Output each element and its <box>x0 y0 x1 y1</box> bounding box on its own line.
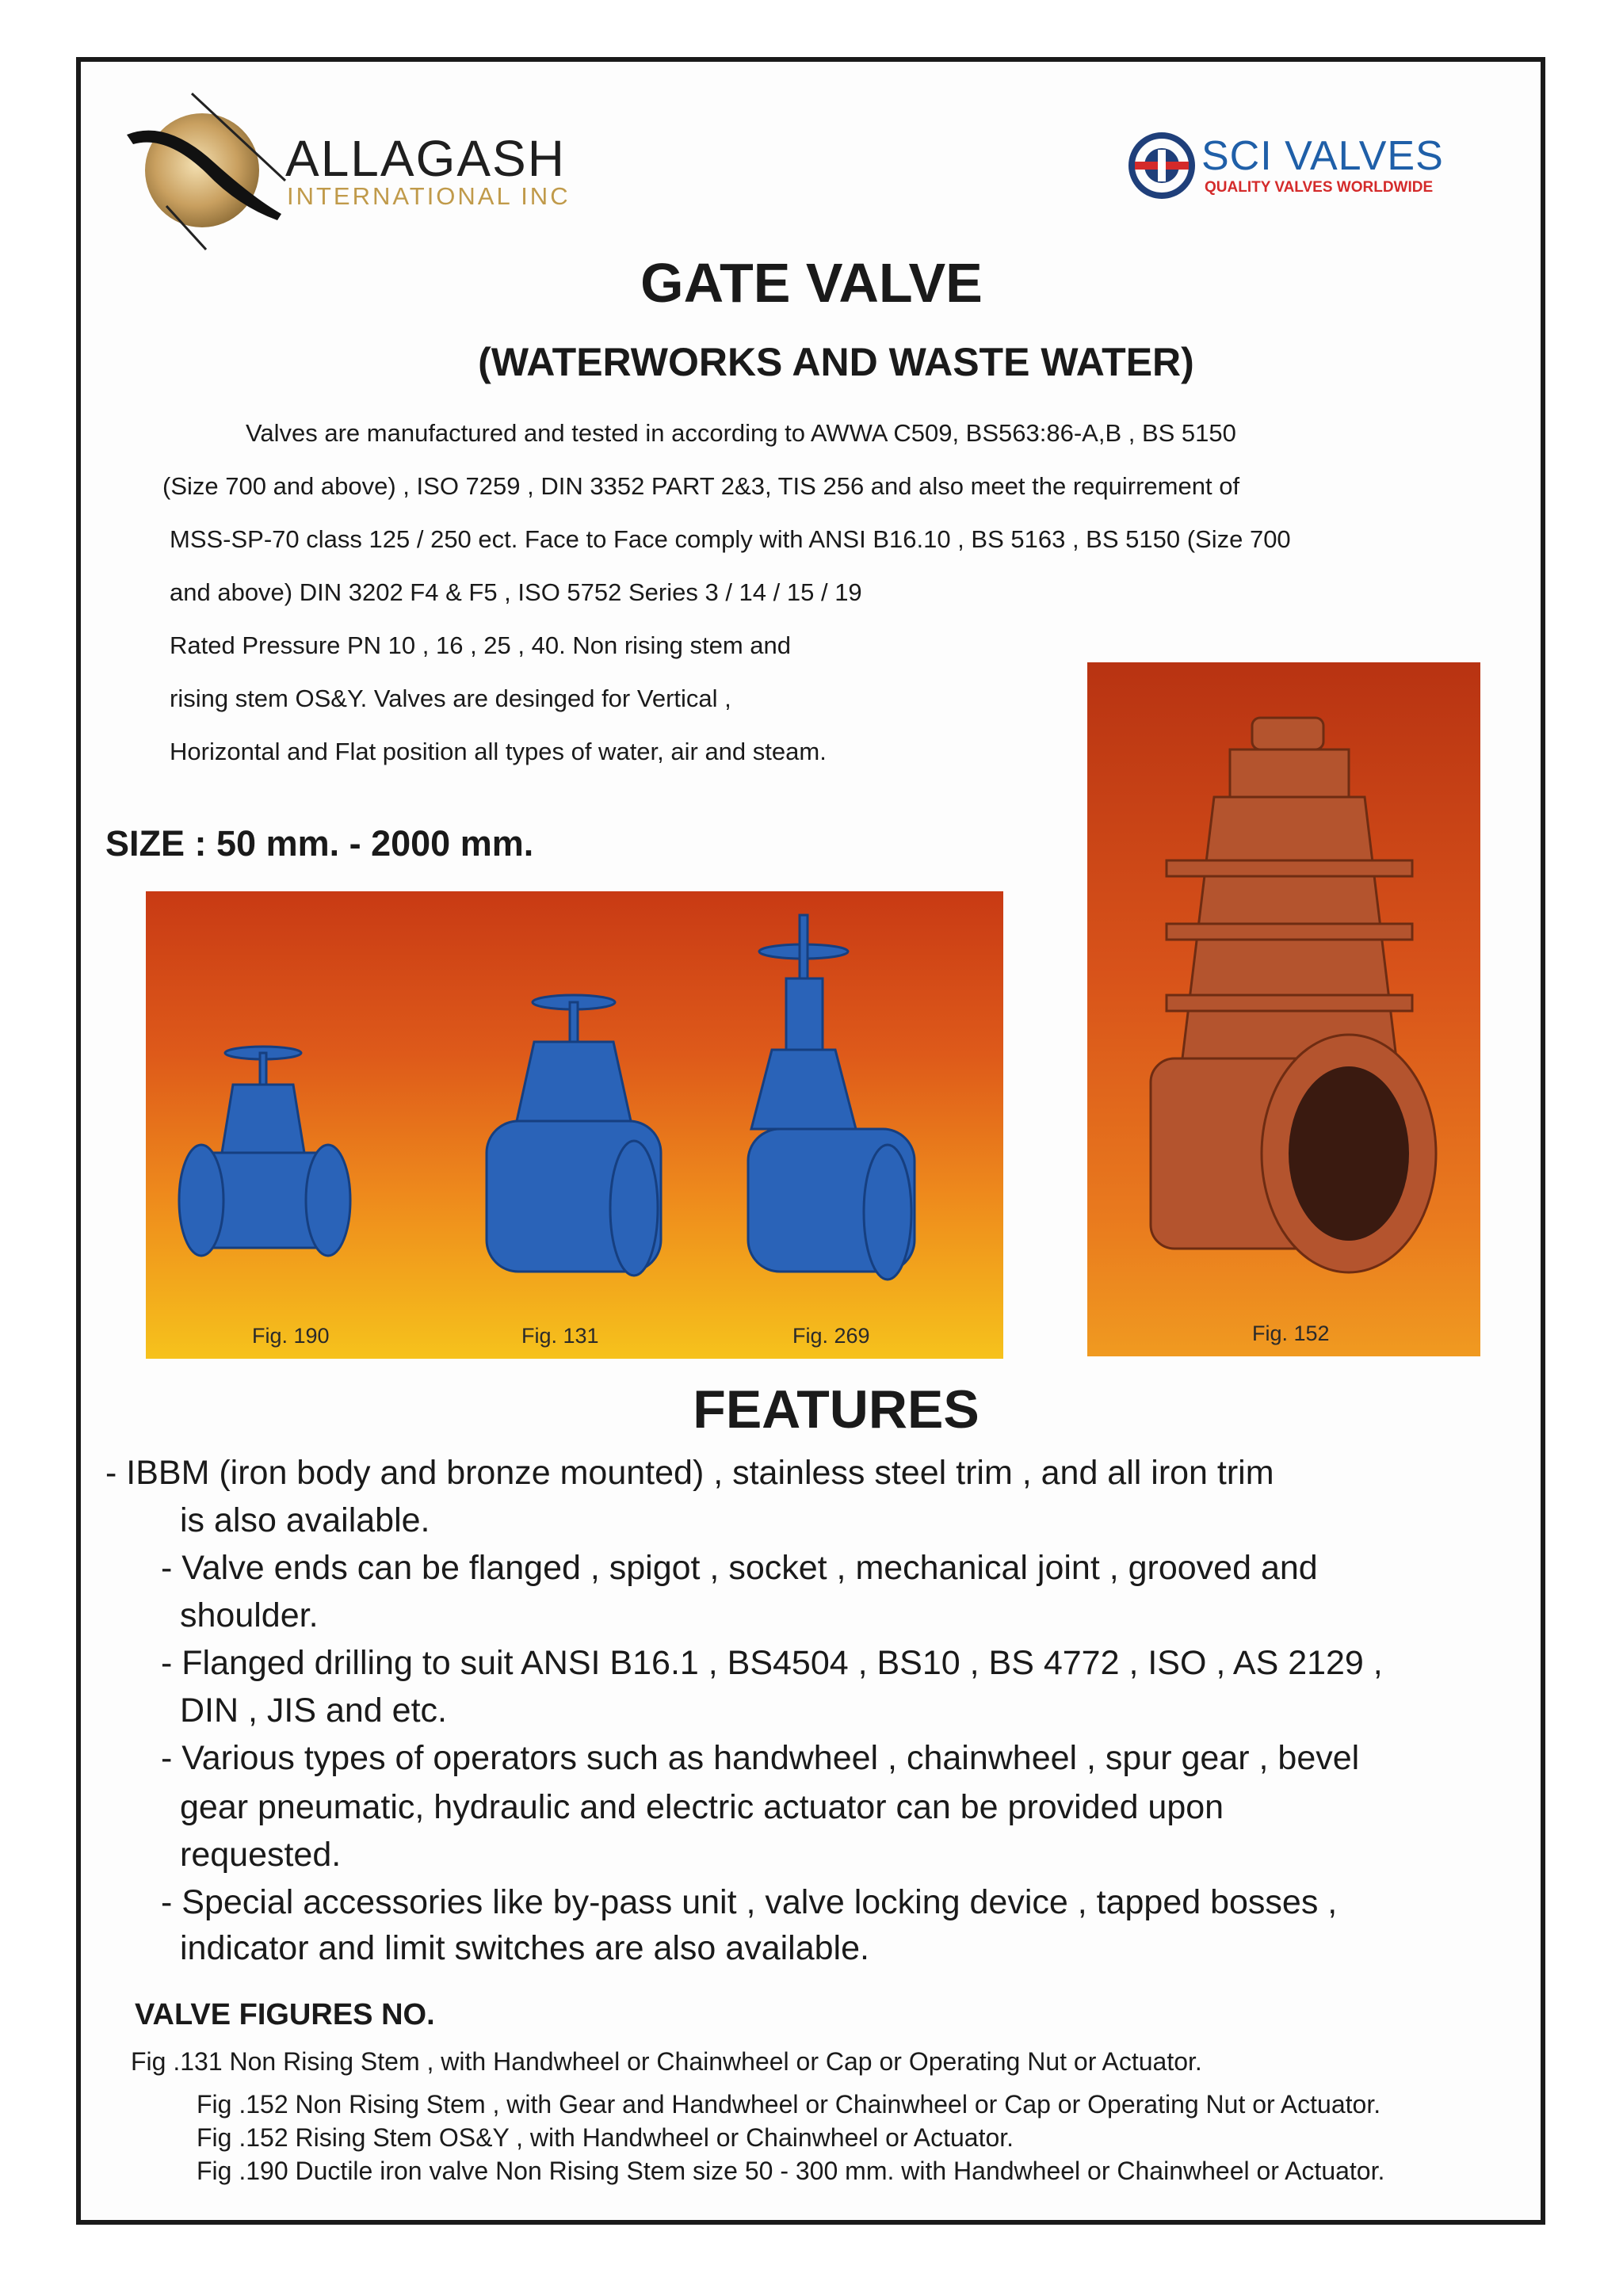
valve-figures-heading: VALVE FIGURES NO. <box>135 1998 435 2031</box>
sci-brand-name: SCI VALVES <box>1201 133 1444 179</box>
page-title: GATE VALVE <box>640 252 983 314</box>
features-heading: FEATURES <box>693 1379 980 1440</box>
fig-131-label: Fig. 131 <box>521 1324 599 1348</box>
blue-valves-photo <box>146 891 1003 1359</box>
valve-figure-line: Fig .152 Non Rising Stem , with Gear and Handwheel or Chainwheel or Cap or Operating Nut or Actuator. <box>197 2090 1381 2119</box>
allagash-emblem-icon <box>119 87 293 254</box>
feature-line: - Special accessories like by-pass unit , valve locking device , tapped bosses , <box>161 1883 1338 1921</box>
allagash-logo <box>119 87 642 254</box>
blue-gate-valves-image <box>146 891 1003 1359</box>
feature-line: is also available. <box>180 1501 430 1539</box>
valve-figure-line: Fig .190 Ductile iron valve Non Rising Stem size 50 - 300 mm. with Handwheel or Chainwheel or Actuator. <box>197 2157 1385 2185</box>
fig-190-label: Fig. 190 <box>252 1324 330 1348</box>
large-gate-valve-image <box>1087 662 1480 1356</box>
intro-line: and above) DIN 3202 F4 & F5 , ISO 5752 Series 3 / 14 / 15 / 19 <box>170 578 862 606</box>
size-range: SIZE : 50 mm. - 2000 mm. <box>105 823 534 864</box>
intro-line: Rated Pressure PN 10 , 16 , 25 , 40. Non rising stem and <box>170 631 792 659</box>
sci-valves-logo <box>1125 131 1458 202</box>
fig-269-label: Fig. 269 <box>792 1324 870 1348</box>
page-subtitle: (WATERWORKS AND WASTE WATER) <box>478 340 1194 384</box>
intro-line: (Size 700 and above) , ISO 7259 , DIN 3352 PART 2&3, TIS 256 and also meet the requirrement of <box>162 472 1240 500</box>
feature-line: - Valve ends can be flanged , spigot , socket , mechanical joint , grooved and <box>161 1549 1318 1587</box>
feature-line: - IBBM (iron body and bronze mounted) , stainless steel trim , and all iron trim <box>105 1454 1274 1492</box>
intro-line: Valves are manufactured and tested in according to AWWA C509, BS563:86-A,B , BS 5150 <box>246 419 1236 447</box>
intro-line: rising stem OS&Y. Valves are desinged for Vertical , <box>170 685 731 712</box>
feature-line: gear pneumatic, hydraulic and electric actuator can be provided upon <box>180 1788 1224 1826</box>
feature-line: shoulder. <box>180 1596 319 1634</box>
valve-figure-line: Fig .152 Rising Stem OS&Y , with Handwheel or Chainwheel or Actuator. <box>197 2123 1014 2152</box>
feature-line: - Flanged drilling to suit ANSI B16.1 , BS4504 , BS10 , BS 4772 , ISO , AS 2129 , <box>161 1644 1383 1682</box>
sci-emblem-icon <box>1128 132 1195 199</box>
feature-line: indicator and limit switches are also available. <box>180 1929 869 1967</box>
fig-152-label: Fig. 152 <box>1252 1322 1330 1345</box>
allagash-subtitle: INTERNATIONAL INC <box>287 182 571 210</box>
sci-tagline: QUALITY VALVES WORLDWIDE <box>1205 179 1434 196</box>
large-valve-photo <box>1087 662 1480 1356</box>
valve-figure-line: Fig .131 Non Rising Stem , with Handwheel or Chainwheel or Cap or Operating Nut or Actuator. <box>131 2047 1202 2076</box>
allagash-name: ALLAGASH <box>285 130 566 187</box>
feature-line: requested. <box>180 1836 342 1874</box>
intro-line: MSS-SP-70 class 125 / 250 ect. Face to Face comply with ANSI B16.10 , BS 5163 , BS 5150 (Size 700 <box>170 525 1291 553</box>
feature-line: DIN , JIS and etc. <box>180 1691 447 1730</box>
feature-line: - Various types of operators such as handwheel , chainwheel , spur gear , bevel <box>161 1739 1360 1777</box>
intro-line: Horizontal and Flat position all types of water, air and steam. <box>170 738 827 765</box>
